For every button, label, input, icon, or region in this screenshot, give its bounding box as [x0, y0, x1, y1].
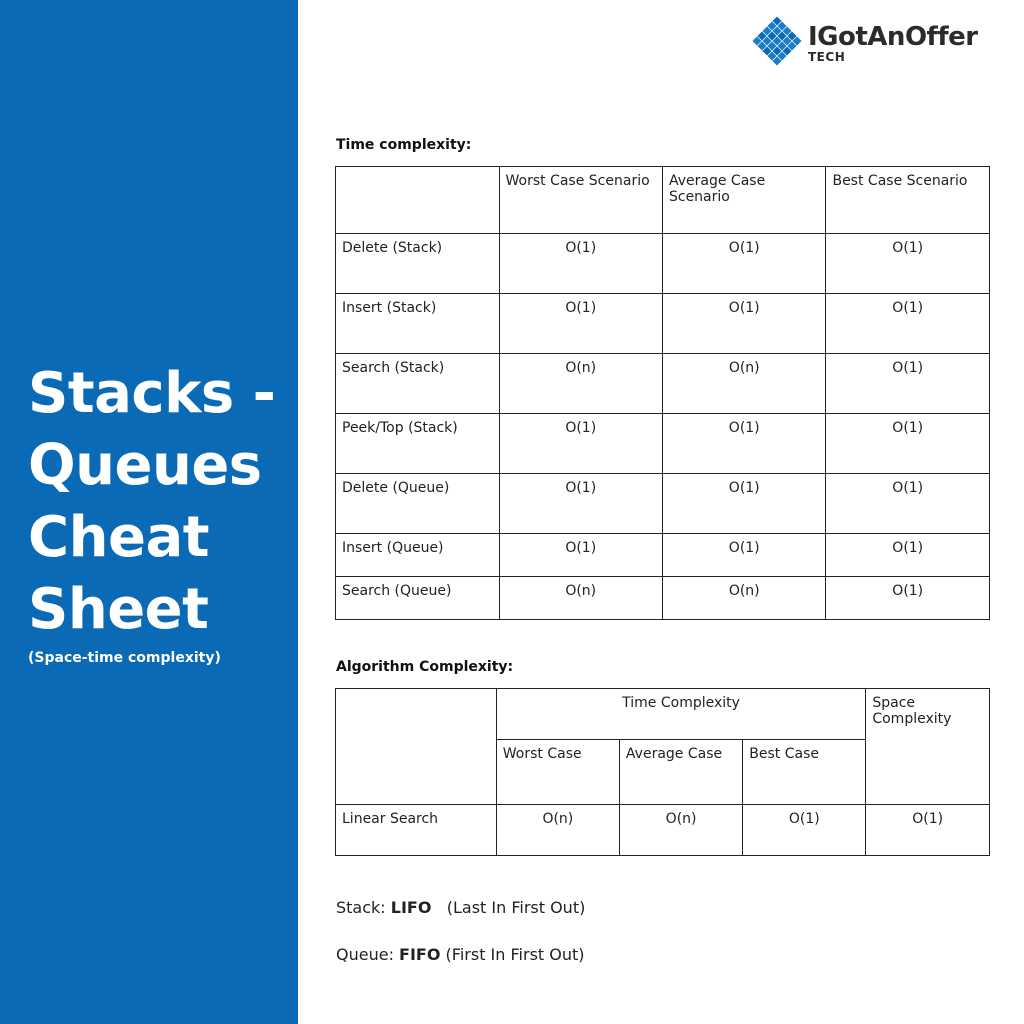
table-cell: O(1) — [826, 294, 990, 354]
table-header-cell — [336, 167, 500, 234]
table-row — [336, 234, 990, 294]
table-cell: O(1) — [499, 534, 662, 577]
table-cell: O(1) — [826, 414, 990, 474]
table-header-cell: Best Case Scenario — [826, 167, 990, 234]
queue-note-desc: (First In First Out) — [440, 945, 585, 964]
stack-note-term: LIFO — [390, 898, 432, 917]
table-row-label: Linear Search — [336, 805, 497, 856]
table-cell: O(1) — [499, 234, 662, 294]
time-complexity-table — [335, 166, 990, 620]
table-cell: O(1) — [866, 805, 990, 856]
table-cell: O(1) — [499, 294, 662, 354]
brand-name: IGotAnOffer — [808, 22, 978, 52]
table-row-label: Insert (Queue) — [336, 534, 500, 577]
page-subtitle: (Space-time complexity) — [28, 650, 221, 666]
table-cell: O(1) — [662, 474, 825, 534]
table-cell: O(1) — [662, 414, 825, 474]
table-cell: O(1) — [826, 534, 990, 577]
table-row — [336, 474, 990, 534]
stack-note-prefix: Stack: — [336, 898, 391, 917]
table-row-label: Search (Stack) — [336, 354, 500, 414]
table-cell: O(1) — [743, 805, 866, 856]
brand-logo[interactable] — [752, 14, 982, 70]
table-header-row — [336, 167, 990, 234]
queue-note-term: FIFO — [399, 945, 441, 964]
table-header-cell — [336, 689, 497, 805]
space-complexity-header: Space Complexity — [866, 689, 990, 805]
table-row-label: Peek/Top (Stack) — [336, 414, 500, 474]
table-row — [336, 414, 990, 474]
table-cell: O(1) — [662, 234, 825, 294]
queue-note — [336, 945, 585, 964]
table-cell: O(1) — [826, 474, 990, 534]
table-row-label: Delete (Stack) — [336, 234, 500, 294]
algorithm-complexity-heading: Algorithm Complexity: — [336, 659, 514, 675]
queue-note-prefix: Queue: — [336, 945, 400, 964]
brand-subtitle: TECH — [808, 50, 846, 64]
table-cell: O(1) — [662, 294, 825, 354]
table-row-label: Search (Queue) — [336, 577, 500, 620]
table-header-cell: Best Case — [743, 740, 866, 805]
table-cell: O(1) — [499, 474, 662, 534]
table-cell: O(n) — [619, 805, 742, 856]
stack-note-desc: (Last In First Out) — [431, 898, 586, 917]
table-cell: O(1) — [826, 234, 990, 294]
table-cell: O(1) — [499, 414, 662, 474]
table-header-cell: Worst Case Scenario — [499, 167, 662, 234]
table-row — [336, 534, 990, 577]
table-cell: O(n) — [662, 354, 825, 414]
table-cell: O(1) — [826, 354, 990, 414]
table-row-label: Delete (Queue) — [336, 474, 500, 534]
table-header-cell: Average Case Scenario — [662, 167, 825, 234]
table-cell: O(n) — [499, 354, 662, 414]
table-row — [336, 294, 990, 354]
table-cell: O(1) — [826, 577, 990, 620]
table-row — [336, 577, 990, 620]
diamond-grid-logo-icon — [752, 16, 802, 66]
sidebar-panel — [0, 0, 298, 1024]
table-cell: O(n) — [496, 805, 619, 856]
table-row — [336, 805, 990, 856]
table-header-cell: Average Case — [619, 740, 742, 805]
time-complexity-heading: Time complexity: — [336, 137, 472, 153]
table-cell: O(n) — [662, 577, 825, 620]
table-cell: O(1) — [662, 534, 825, 577]
time-complexity-header: Time Complexity — [496, 689, 866, 740]
table-cell: O(n) — [499, 577, 662, 620]
table-header-row — [336, 689, 990, 740]
table-row-label: Insert (Stack) — [336, 294, 500, 354]
table-row — [336, 354, 990, 414]
algorithm-complexity-table — [335, 688, 990, 856]
stack-note — [336, 898, 585, 917]
page-title: Stacks - Queues Cheat Sheet — [28, 361, 276, 642]
table-header-cell: Worst Case — [496, 740, 619, 805]
